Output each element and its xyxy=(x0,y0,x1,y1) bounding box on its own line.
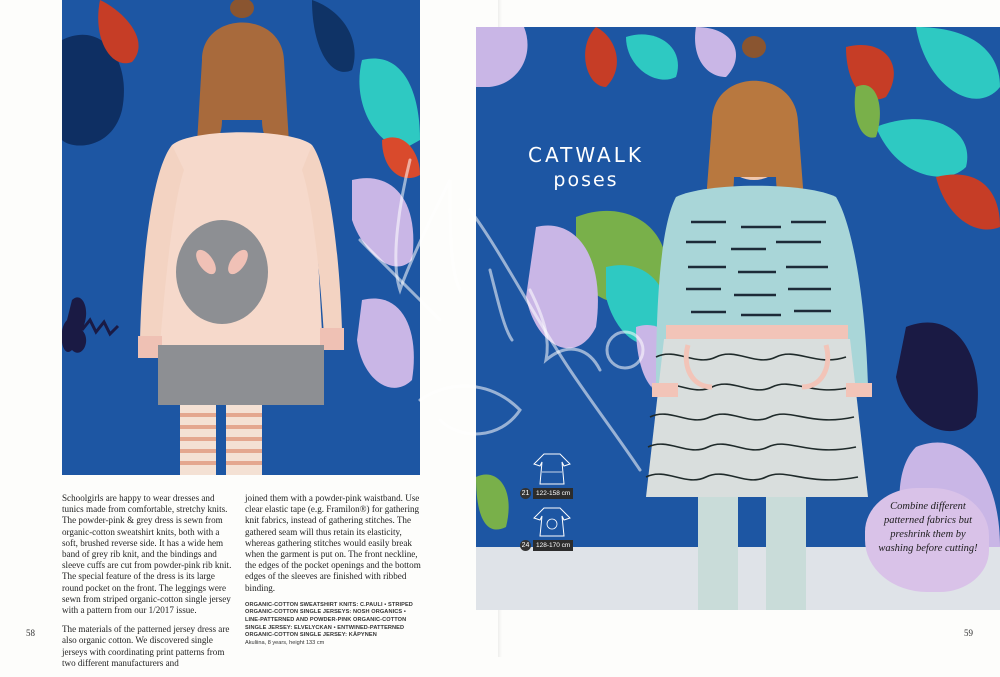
body-paragraph-2: The materials of the patterned jersey dress are also organic cotton. We discovered single jerseys with coordinating print patterns from two different manufacturers and xyxy=(62,624,230,668)
fabric-credits-list: ORGANIC-COTTON SWEATSHIRT KNITS: C.PAULI • STRIPED ORGANIC-COTTON SINGLE JERSEYS: NOSH ORGANICS • LINE-PATTERNED AND POWDER-PINK ORGANIC-COTTON SINGLE JERSEY: ELVELYCKAN • ENTWINED-PATTERNED ORGANIC-COTTON SINGLE JERSEY: KÄPYNEN xyxy=(245,601,413,639)
size-badge-21 xyxy=(520,488,590,500)
model-info: Akuliina, 8 years, height 133 cm xyxy=(245,639,325,646)
body-paragraph-1: Schoolgirls are happy to wear dresses and tunics made from comfortable, stretchy knits. The powder-pink & grey dress is sewn from organic-cotton sweatshirt knits, both with a soft, brushed reverse side. It has a wide hem band of grey rib knit, and the bindings and sleeve cuffs are cut from powder-pink rib knit. The special feature of the dress is its large round pocket on the front. The leggings were sewn from striped organic-cotton single jersey with a pattern from our 1/2017 issue. xyxy=(62,493,232,616)
size-badge-24 xyxy=(520,540,590,552)
headline-catwalk: CATWALK xyxy=(528,143,644,167)
size-number: 21 xyxy=(521,490,530,497)
body-column-2 xyxy=(245,493,421,647)
body-column-1 xyxy=(62,493,234,677)
body-paragraph-3: joined them with a powder-pink waistband. Use clear elastic tape (e.g. Framilon®) for gathering knit fabrics, instead of gathering stitches. The gathered seam will thus retain its elasticity, whereas gathering stitches would easily break when the garment is put on. The front neckline, the edges of the pocket openings and the bottom edges of the sleeves are finished with ribbed binding. xyxy=(245,493,421,593)
dress-sketch-icon xyxy=(530,452,574,486)
sewing-tip: Combine different patterned fabrics but preshrink them by washing before cutting! xyxy=(878,501,978,554)
page-number-right: 59 xyxy=(964,628,973,638)
headline xyxy=(526,142,646,192)
left-photo-illustration xyxy=(62,0,420,475)
size-range: 128-170 cm xyxy=(533,540,573,551)
size-number: 24 xyxy=(521,542,530,549)
page-number-left: 58 xyxy=(26,628,35,638)
left-photo xyxy=(62,0,420,475)
fabric-credits xyxy=(245,602,421,648)
headline-poses: poses xyxy=(553,169,619,191)
size-range: 122-158 cm xyxy=(533,488,573,499)
tunic-sketch-icon xyxy=(530,506,574,538)
